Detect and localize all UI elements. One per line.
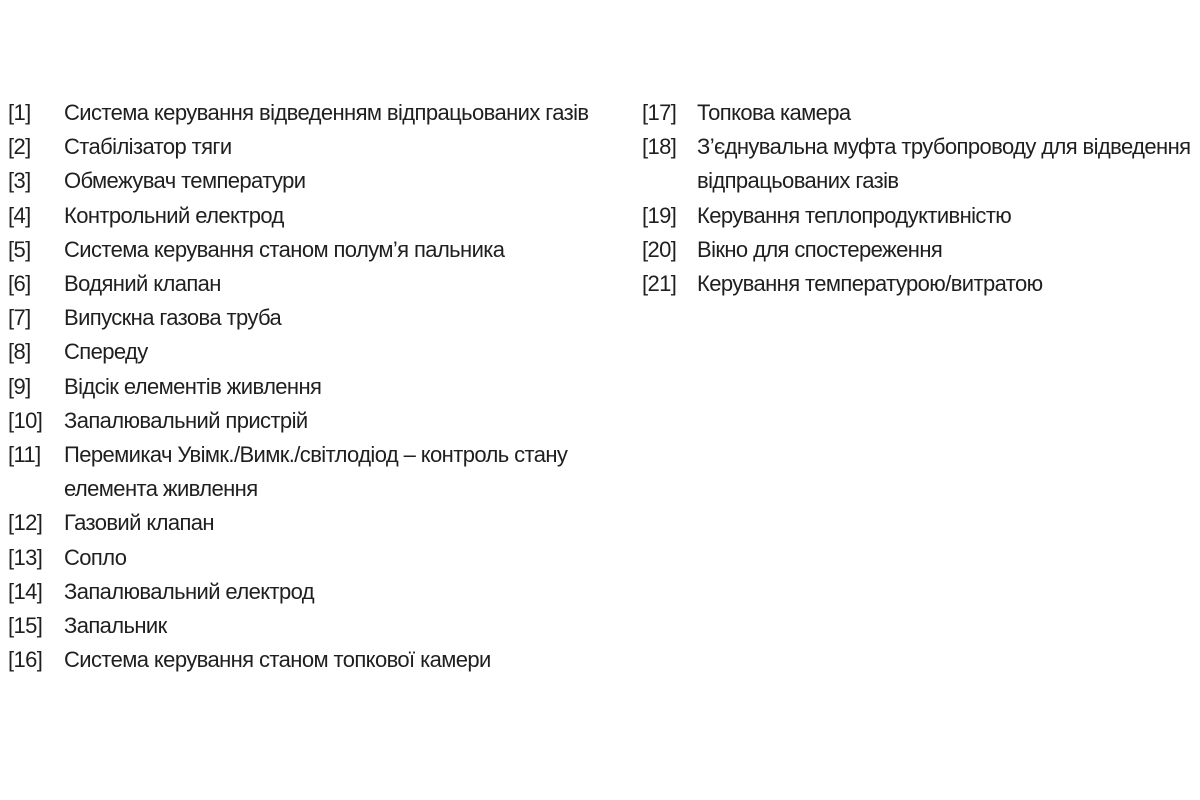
- legend-label: Сопло: [64, 544, 127, 570]
- legend-label: Спереду: [64, 339, 148, 365]
- legend-number: [4]: [8, 202, 31, 228]
- legend-number: [6]: [8, 271, 31, 297]
- legend-item-17: [642, 96, 1198, 130]
- parts-legend: [0, 96, 1200, 736]
- legend-number: [13]: [8, 544, 43, 570]
- legend-item-14: [8, 575, 608, 609]
- legend-number: [14]: [8, 578, 43, 604]
- legend-label: Газовий клапан: [64, 510, 214, 536]
- legend-label: Запалювальний пристрій: [64, 407, 308, 433]
- legend-number: [18]: [642, 134, 677, 160]
- legend-item-18: [642, 130, 1198, 198]
- legend-number: [11]: [8, 442, 41, 468]
- legend-item-3: [8, 164, 608, 198]
- legend-item-6: [8, 267, 608, 301]
- legend-number: [19]: [642, 202, 677, 228]
- legend-item-1: [8, 96, 608, 130]
- legend-item-9: [8, 370, 608, 404]
- legend-number: [12]: [8, 510, 43, 536]
- legend-item-5: [8, 233, 608, 267]
- legend-number: [20]: [642, 236, 677, 262]
- legend-label: Вікно для спостереження: [697, 236, 943, 262]
- legend-label: Запалювальний електрод: [64, 578, 314, 604]
- legend-number: [21]: [642, 271, 677, 297]
- legend-item-4: [8, 199, 608, 233]
- legend-item-19: [642, 199, 1198, 233]
- legend-item-8: [8, 335, 608, 369]
- legend-label: Керування теплопродуктивністю: [697, 202, 1012, 228]
- legend-label: Випускна газова труба: [64, 305, 282, 331]
- legend-item-15: [8, 609, 608, 643]
- legend-label: Контрольний електрод: [64, 202, 284, 228]
- legend-label: Перемикач Увімк./Вимк./світлодіод – контроль стану елемента живлення: [64, 442, 568, 502]
- legend-number: [9]: [8, 373, 31, 399]
- legend-item-13: [8, 541, 608, 575]
- legend-column-left: [8, 96, 608, 677]
- legend-number: [8]: [8, 339, 31, 365]
- legend-item-16: [8, 643, 608, 677]
- legend-number: [1]: [8, 100, 31, 125]
- legend-label: Обмежувач температури: [64, 168, 306, 194]
- legend-number: [10]: [8, 407, 43, 433]
- legend-item-12: [8, 506, 608, 540]
- legend-label: Топкова камера: [697, 100, 851, 125]
- legend-item-2: [8, 130, 608, 164]
- legend-item-21: [642, 267, 1198, 301]
- legend-label: Система керування станом топкової камери: [64, 647, 491, 673]
- legend-number: [17]: [642, 100, 677, 125]
- legend-number: [7]: [8, 305, 31, 331]
- legend-label: Запальник: [64, 613, 167, 639]
- legend-item-10: [8, 404, 608, 438]
- legend-label: З’єднувальна муфта трубопроводу для відведення відпрацьованих газів: [697, 134, 1191, 194]
- legend-item-20: [642, 233, 1198, 267]
- legend-item-7: [8, 301, 608, 335]
- legend-number: [15]: [8, 613, 43, 639]
- legend-label: Система керування відведенням відпрацьованих газів: [64, 100, 589, 125]
- legend-label: Система керування станом полум’я пальника: [64, 236, 505, 262]
- legend-number: [2]: [8, 134, 31, 160]
- legend-item-11: [8, 438, 608, 506]
- legend-label: Керування температурою/витратою: [697, 271, 1043, 297]
- legend-number: [3]: [8, 168, 31, 194]
- legend-label: Відсік елементів живлення: [64, 373, 322, 399]
- legend-number: [16]: [8, 647, 43, 673]
- legend-column-right: [642, 96, 1198, 301]
- legend-label: Водяний клапан: [64, 271, 221, 297]
- legend-number: [5]: [8, 236, 31, 262]
- legend-label: Стабілізатор тяги: [64, 134, 232, 160]
